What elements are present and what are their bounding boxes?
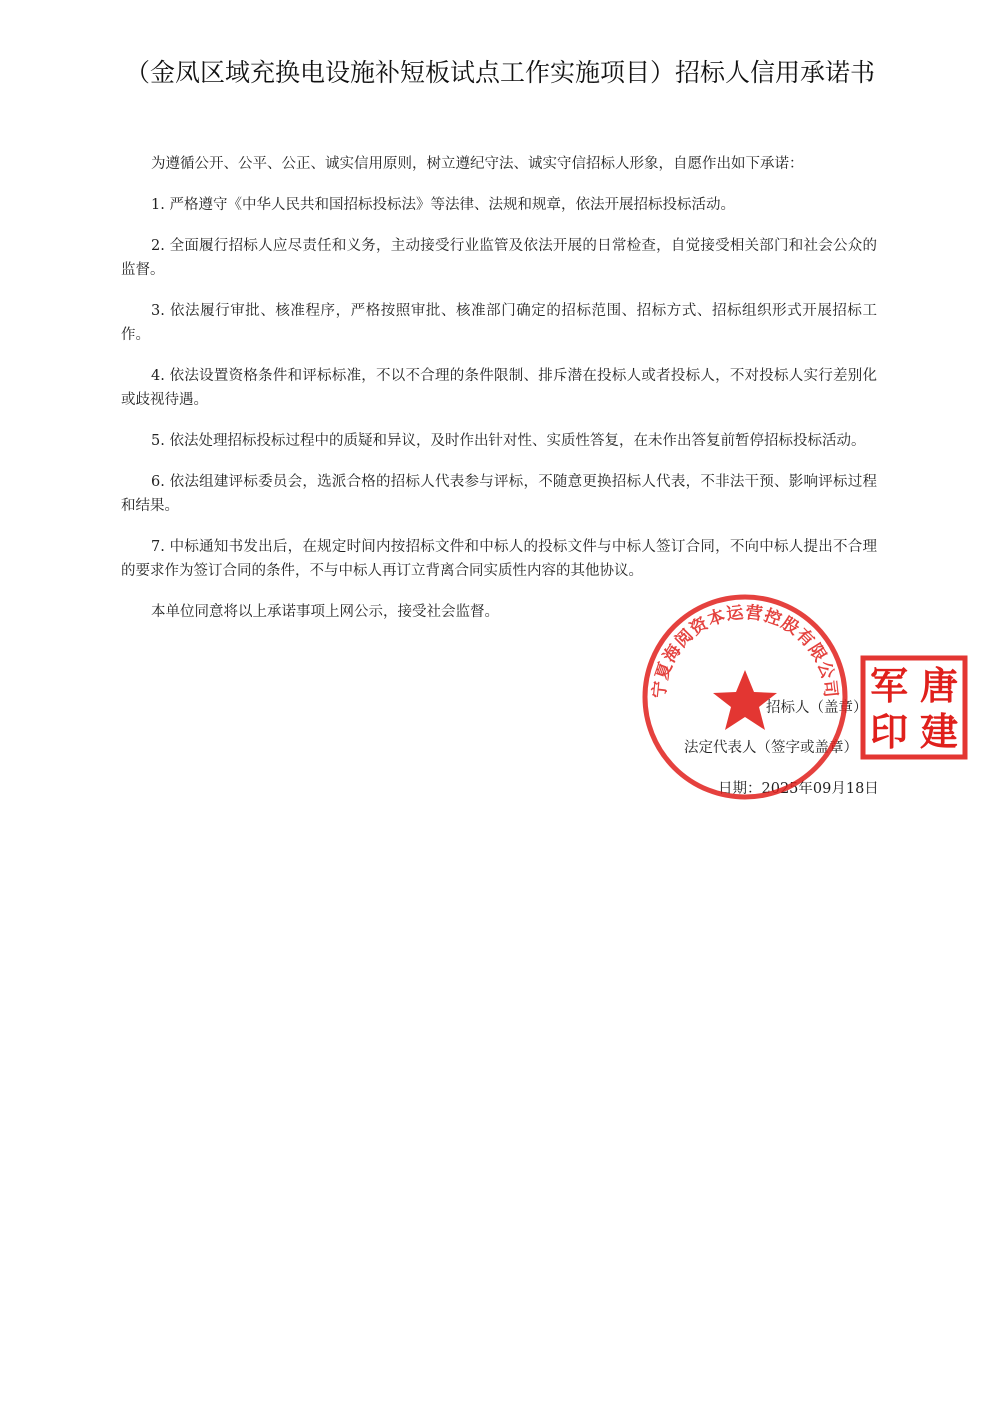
company-seal-stamp bbox=[640, 592, 850, 802]
seal-char: 军 bbox=[869, 664, 909, 708]
commitment-item: 4. 依法设置资格条件和评标标准，不以不合理的条件限制、排斥潜在投标人或者投标人，不对投标人实行差别化或歧视待遇。 bbox=[121, 368, 877, 408]
legal-rep-signature-label: 法定代表人（签字或盖章） bbox=[684, 740, 858, 756]
seal-star-icon bbox=[713, 670, 777, 730]
seal-char: 建 bbox=[919, 710, 959, 754]
tenderer-signature-label: 招标人（盖章） bbox=[766, 700, 868, 716]
commitment-item: 3. 依法履行审批、核准程序，严格按照审批、核准部门确定的招标范围、招标方式、招标组织形式开展招标工作。 bbox=[121, 303, 877, 343]
seal-char: 印 bbox=[869, 710, 909, 754]
intro-paragraph: 为遵循公开、公平、公正、诚实信用原则，树立遵纪守法、诚实守信招标人形象，自愿作出如下承诺： bbox=[151, 156, 804, 172]
document-body bbox=[121, 152, 877, 641]
commitment-item: 6. 依法组建评标委员会，选派合格的招标人代表参与评标，不随意更换招标人代表，不非法干预、影响评标过程和结果。 bbox=[121, 474, 877, 514]
seal-char: 唐 bbox=[919, 664, 959, 708]
commitment-item: 7. 中标通知书发出后，在规定时间内按招标文件和中标人的投标文件与中标人签订合同，不向中标人提出不合理的要求作为签订合同的条件，不与中标人再订立背离合同实质性内容的其他协议。 bbox=[121, 539, 877, 579]
page-title: （金凤区域充换电设施补短板试点工作实施项目）招标人信用承诺书 bbox=[124, 58, 875, 87]
legal-rep-seal-stamp bbox=[860, 655, 968, 760]
commitment-item: 2. 全面履行招标人应尽责任和义务，主动接受行业监管及依法开展的日常检查，自觉接受相关部门和社会公众的监督。 bbox=[121, 238, 877, 278]
closing-paragraph: 本单位同意将以上承诺事项上网公示，接受社会监督。 bbox=[151, 604, 499, 620]
commitment-item: 5. 依法处理招标投标过程中的质疑和异议，及时作出针对性、实质性答复，在未作出答复前暂停招标投标活动。 bbox=[151, 433, 866, 449]
commitment-item: 1. 严格遵守《中华人民共和国招标投标法》等法律、法规和规章，依法开展招标投标活动。 bbox=[151, 197, 735, 213]
seal-company-name: 宁夏海阅资本运营控股有限公司 bbox=[649, 602, 841, 700]
signature-date: 日期：2025年09月18日 bbox=[718, 781, 879, 797]
